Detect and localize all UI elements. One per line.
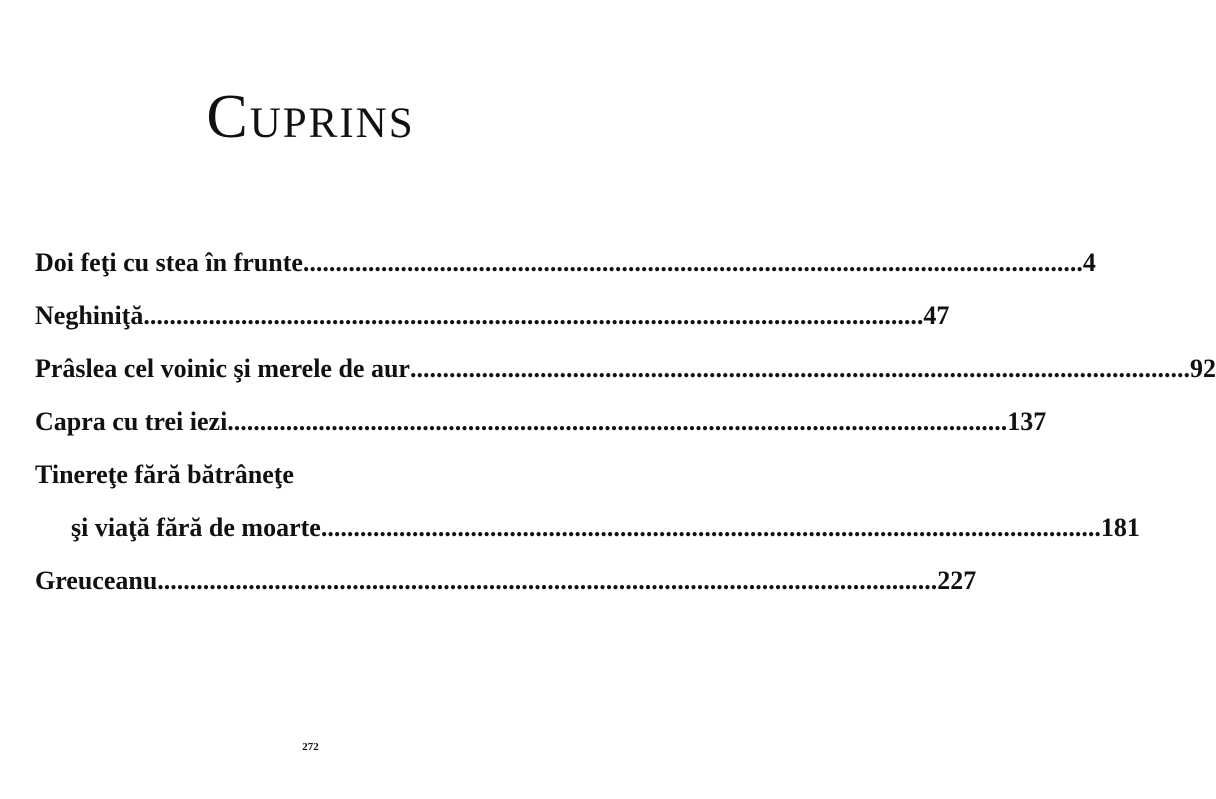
toc-entry (35, 501, 1140, 554)
toc-entry-page: 47 (923, 301, 950, 330)
page-number: 272 (302, 741, 319, 753)
toc-entry-page: 181 (1100, 513, 1140, 542)
dot-leader: ........................................................................................................................ (302, 248, 1083, 277)
toc-entry-title: Prâslea cel voinic şi merele de aur (35, 354, 410, 383)
toc-entry-title-line (35, 448, 586, 501)
toc-entry (35, 554, 977, 607)
dot-leader: ........................................................................................................................ (143, 301, 924, 330)
dot-leader: ........................................................................................................................ (320, 513, 1101, 542)
toc-entry-page: 227 (937, 566, 977, 595)
toc-entry-title-continuation: şi viaţă fără de moarte (71, 513, 321, 542)
toc-entry-title: Neghiniţă (35, 301, 144, 330)
dot-leader: ........................................................................................................................ (157, 566, 938, 595)
toc-entry-page: 4 (1082, 248, 1096, 277)
dot-leader: ........................................................................................................................ (227, 407, 1008, 436)
toc-entry (35, 395, 1047, 448)
table-of-contents (35, 236, 1216, 607)
toc-entry-page: 92 (1189, 354, 1216, 383)
page-title: Cuprins (206, 83, 415, 151)
dot-leader: ........................................................................................................................ (409, 354, 1190, 383)
toc-entry (35, 236, 1096, 289)
toc-entry-title: Greuceanu (35, 566, 158, 595)
toc-entry-title: Tinereţe fără bătrâneţe (35, 460, 294, 489)
toc-entry (35, 342, 1216, 395)
toc-entry-title: Capra cu trei iezi (35, 407, 228, 436)
toc-entry (35, 289, 950, 342)
toc-entry-page: 137 (1007, 407, 1047, 436)
toc-entry-title: Doi feţi cu stea în frunte (35, 248, 303, 277)
